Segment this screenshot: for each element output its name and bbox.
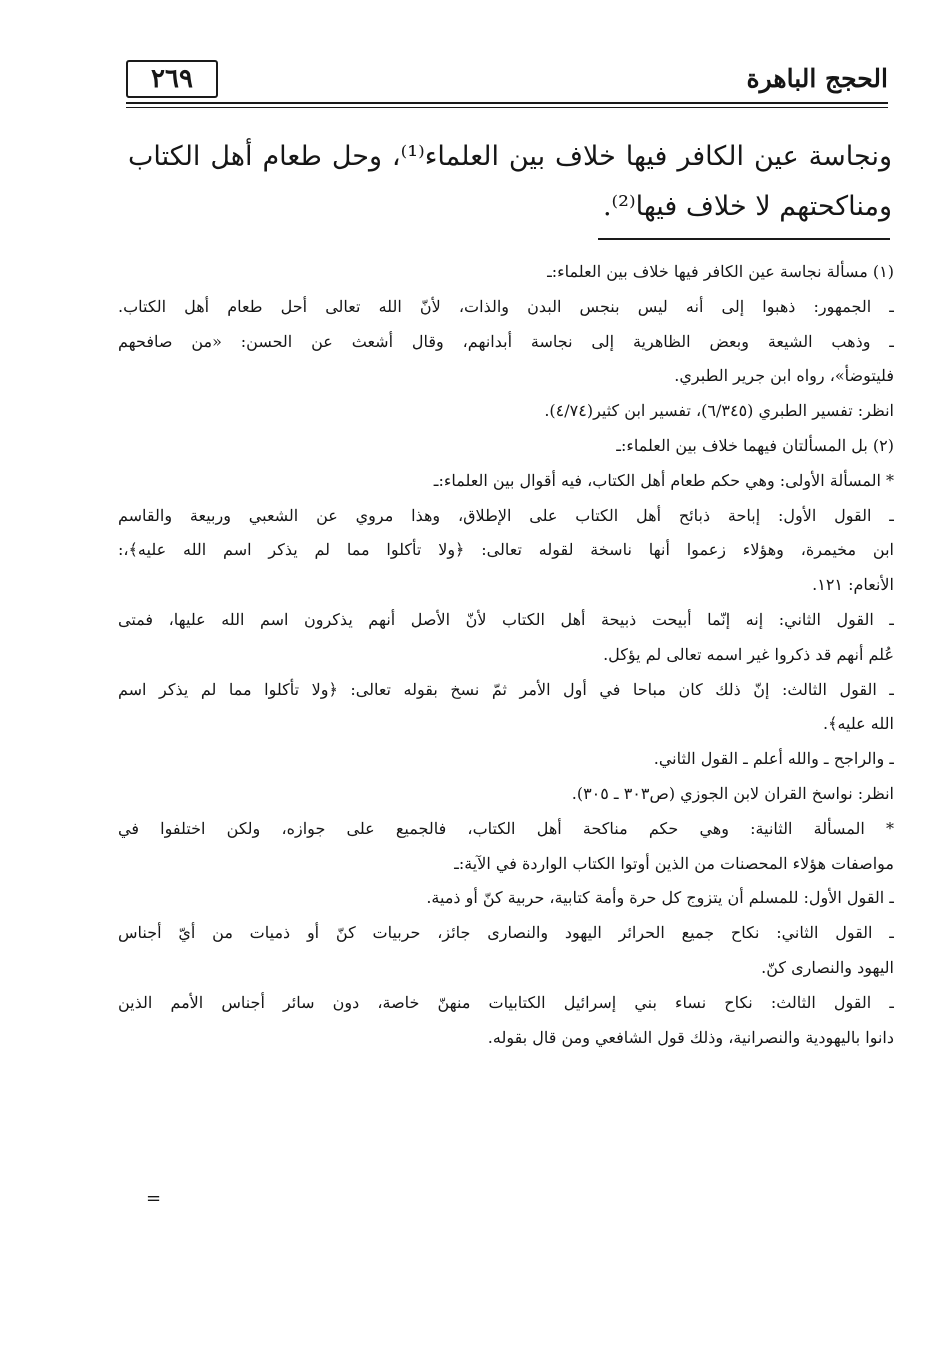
footnote-line: ـ الجمهور: ذهبوا إلى أنه ليس بنجس البدن والذات، لأنّ الله تعالى أحل طعام أهل الكتاب. — [118, 296, 894, 316]
footnote-line: ـ القول الثالث: إنّ ذلك كان مباحا في أول الأمر ثمّ نسخ بقوله تعالى: ﴿ولا تأكلوا مما لم يذكر اسم — [118, 679, 894, 699]
footnote-line: ـ وذهب الشيعة وبعض الظاهرية إلى نجاسة أبدانهم، وقال أشعث عن الحسن: «من صافحهم — [118, 331, 894, 351]
footnote-line: دانوا باليهودية والنصرانية، وذلك قول الشافعي ومن قال بقوله. — [487, 1027, 894, 1047]
main-text — [128, 132, 892, 232]
footnote-line: الله عليه﴾. — [823, 714, 894, 734]
footnote-line: ابن مخيمرة، وهؤلاء زعموا أنها ناسخة لقوله تعالى: ﴿ولا تأكلوا مما لم يذكر اسم الله عليه﴾،: — [118, 540, 894, 560]
main-text-line: ومناكحتهم لا خلاف فيها⁽²⁾. — [602, 191, 892, 222]
footnote-line: ـ القول الثاني: نكاح جميع الحرائر اليهود والنصارى جائز، حربيات كنّ أو ذميات من أيّ أجناس — [118, 923, 894, 943]
footnote-separator — [598, 238, 890, 240]
page-number-box — [126, 60, 218, 98]
book-title: الحجج الباهرة — [746, 64, 888, 93]
footnote-line: (١) مسألة نجاسة عين الكافر فيها خلاف بين العلماء:ـ — [547, 262, 894, 281]
footnote-line: الأنعام: ١٢١. — [812, 575, 894, 595]
footnote-line: * المسألة الأولى: وهي حكم طعام أهل الكتاب، فيه أقوال بين العلماء:ـ — [433, 470, 894, 490]
header-rule-thin — [126, 107, 888, 108]
footnote-line: مواصفات هؤلاء المحصنات من الذين أوتوا الكتاب الواردة في الآية:ـ — [454, 853, 894, 873]
main-text-line: ونجاسة عين الكافر فيها خلاف بين العلماء⁽¹⁾، وحل طعام أهل الكتاب — [128, 141, 892, 172]
footnote-line: ـ القول الثالث: نكاح نساء بني إسرائيل الكتابيات منهنّ خاصة، دون سائر أجناس الأمم الذين — [118, 992, 894, 1012]
running-header — [126, 56, 888, 116]
footnotes — [118, 255, 894, 1055]
footnote-line: ـ والراجح ـ والله أعلم ـ القول الثاني. — [653, 749, 894, 769]
page-number: ٢٦٩ — [151, 64, 193, 94]
footnote-line: انظر: نواسخ القران لابن الجوزي (ص٣٠٣ ـ ٣٠٥). — [571, 783, 894, 803]
footnote-line: ـ القول الأول: إباحة ذبائح أهل الكتاب على الإطلاق، وهذا مروي عن الشعبي وربيعة والقاسم — [118, 505, 894, 525]
footnote-line: * المسألة الثانية: وهي حكم مناكحة أهل الكتاب، فالجميع على جوازه، ولكن اختلفوا في — [118, 818, 894, 838]
footnote-line: عُلم أنهم قد ذكروا غير اسمه تعالى لم يؤكل. — [603, 644, 894, 664]
footnote-line: ـ القول الأول: للمسلم أن يتزوج كل حرة وأمة كتابية، حربية كنّ أو ذمية. — [426, 888, 894, 908]
footnote-line: انظر: تفسير الطبري (٦/٣٤٥)، تفسير ابن كثير(٤/٧٤). — [544, 401, 894, 421]
footnote-line: ـ القول الثاني: إنه إنّما أبيحت ذبيحة أهل الكتاب لأنّ الأصل أنهم يذكرون اسم الله عليها، فمتى — [118, 609, 894, 629]
continuation-mark: = — [146, 1188, 162, 1209]
footnote-line: اليهود والنصارى كنّ. — [761, 957, 894, 977]
footnote-line: (٢) بل المسألتان فيهما خلاف بين العلماء:ـ — [616, 435, 894, 455]
footnote-line: فليتوضأ»، رواه ابن جرير الطبري. — [674, 366, 894, 386]
header-rule — [126, 102, 888, 104]
